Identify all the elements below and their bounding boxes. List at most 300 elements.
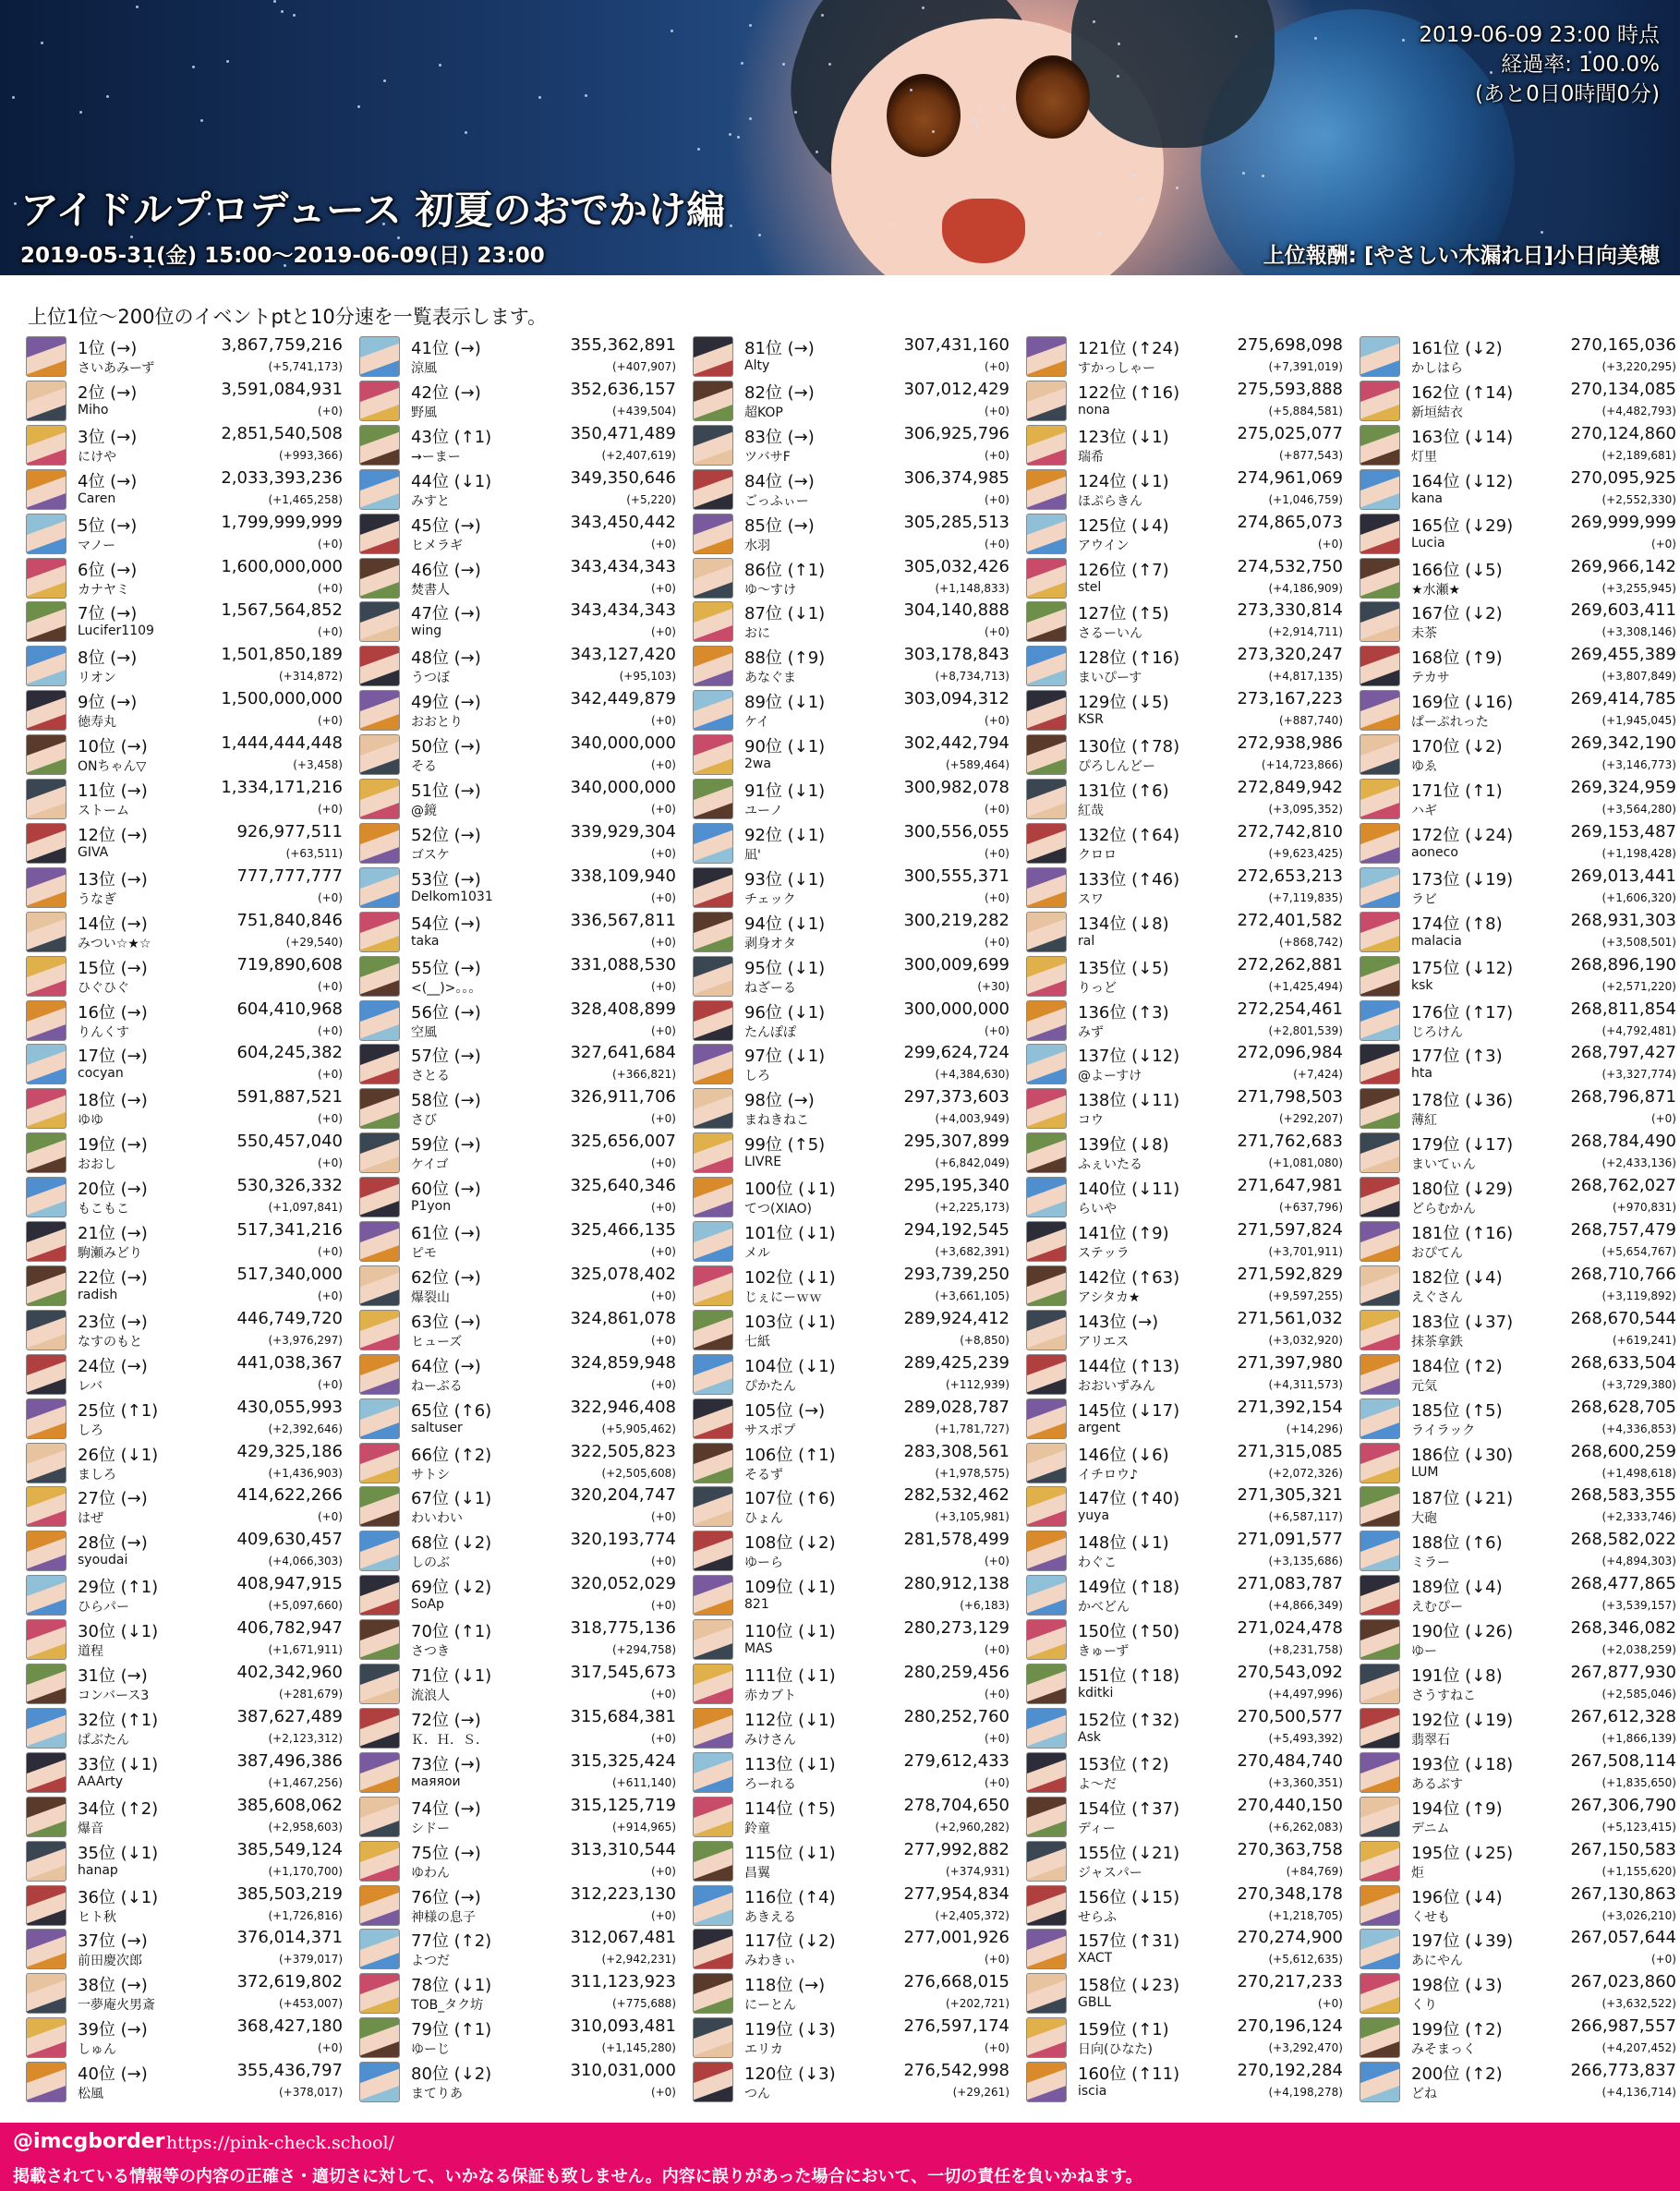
- ten-minute-speed: (+0): [1650, 1112, 1676, 1126]
- idol-avatar-icon: [359, 381, 400, 421]
- event-points: 322,946,408: [570, 1397, 676, 1417]
- ranking-row: [359, 1042, 676, 1086]
- ten-minute-speed: (+0): [317, 1156, 343, 1170]
- ten-minute-speed: (+3,135,686): [1268, 1555, 1343, 1568]
- ten-minute-speed: (+4,384,630): [935, 1068, 1009, 1082]
- ranking-row: [693, 1484, 1009, 1529]
- rank-label: 156位 (↓15): [1078, 1887, 1180, 1907]
- rank-label: 37位 (→): [78, 1931, 148, 1952]
- ten-minute-speed: (+2,960,282): [935, 1820, 1009, 1834]
- producer-name: ひらパー: [78, 1600, 129, 1616]
- idol-avatar-icon: [26, 1265, 66, 1306]
- event-points: 376,014,371: [236, 1928, 343, 1948]
- rank-label: 183位 (↓37): [1411, 1312, 1514, 1332]
- idol-avatar-icon: [359, 1797, 400, 1837]
- ten-minute-speed: (+3,146,773): [1601, 758, 1676, 772]
- ten-minute-speed: (+4,003,949): [935, 1112, 1009, 1126]
- event-points: 289,924,412: [903, 1308, 1009, 1328]
- producer-name: あきえる: [744, 1909, 796, 1925]
- ten-minute-speed: (+29,261): [952, 2086, 1009, 2100]
- event-points: 338,109,940: [570, 866, 676, 886]
- event-points: 270,192,284: [1237, 2061, 1343, 2081]
- event-points: 277,001,926: [903, 1928, 1009, 1948]
- rank-label: 133位 (↑46): [1078, 869, 1180, 890]
- idol-avatar-icon: [693, 1797, 733, 1837]
- ten-minute-speed: (+0): [984, 1775, 1009, 1789]
- ten-minute-speed: (+0): [650, 1377, 676, 1391]
- ten-minute-speed: (+29,540): [285, 935, 343, 949]
- event-points: 289,425,239: [903, 1352, 1009, 1373]
- event-points: 305,032,426: [903, 556, 1009, 576]
- producer-name: @鏡: [411, 804, 437, 818]
- idol-avatar-icon: [1360, 425, 1400, 466]
- rank-label: 170位 (↓2): [1411, 737, 1503, 757]
- producer-name: さび: [411, 1113, 437, 1129]
- idol-avatar-icon: [359, 2062, 400, 2102]
- event-points: 271,592,829: [1237, 1264, 1343, 1284]
- event-points: 295,307,899: [903, 1132, 1009, 1152]
- idol-avatar-icon: [693, 779, 733, 819]
- rank-label: 59位 (→): [411, 1135, 481, 1156]
- idol-avatar-icon: [26, 2017, 66, 2058]
- ten-minute-speed: (+0): [984, 714, 1009, 728]
- rank-label: 169位 (↓16): [1411, 693, 1514, 713]
- rank-label: 120位 (↓3): [744, 2064, 836, 2085]
- rank-label: 161位 (↓2): [1411, 339, 1503, 358]
- event-points: 1,600,000,000: [221, 556, 343, 576]
- idol-avatar-icon: [359, 734, 400, 775]
- rank-label: 91位 (↓1): [744, 781, 826, 801]
- ranking-row: [1026, 1971, 1343, 2015]
- ten-minute-speed: (+2,585,046): [1601, 1688, 1676, 1701]
- producer-name: すかっしゃー: [1078, 361, 1155, 376]
- event-points: 409,630,457: [236, 1530, 343, 1550]
- idol-avatar-icon: [693, 1132, 733, 1173]
- ranking-row: [26, 1927, 343, 1971]
- event-points: 1,799,999,999: [221, 512, 343, 532]
- ranking-row: [1360, 1927, 1676, 1971]
- producer-name: アシタカ★: [1078, 1289, 1141, 1305]
- producer-name: TOB_タク坊: [411, 1998, 484, 2014]
- producer-name: しろ: [744, 1069, 770, 1084]
- ten-minute-speed: (+3,327,774): [1601, 1068, 1676, 1082]
- idol-avatar-icon: [693, 823, 733, 864]
- idol-avatar-icon: [26, 514, 66, 554]
- event-points: 306,925,796: [903, 423, 1009, 443]
- producer-name: 2wa: [744, 757, 771, 772]
- producer-name: маяяои: [411, 1773, 461, 1789]
- rank-label: 6位 (→): [78, 560, 138, 580]
- event-points: 270,196,124: [1237, 2016, 1343, 2037]
- ten-minute-speed: (+2,433,136): [1601, 1156, 1676, 1170]
- ranking-row: [1360, 732, 1676, 777]
- idol-avatar-icon: [693, 469, 733, 510]
- producer-name: 薄紅: [1411, 1113, 1437, 1129]
- producer-name: ミラー: [1411, 1555, 1450, 1571]
- ranking-row: [1360, 1175, 1676, 1219]
- idol-avatar-icon: [26, 469, 66, 510]
- twitter-handle[interactable]: @imcgborder: [13, 2130, 165, 2153]
- producer-name: そる: [411, 759, 437, 775]
- rank-label: 32位 (↑1): [78, 1710, 159, 1730]
- rank-label: 24位 (→): [78, 1356, 148, 1376]
- event-points: 270,095,925: [1570, 467, 1676, 488]
- producer-name: スワ: [1078, 891, 1104, 907]
- ten-minute-speed: (+0): [317, 1023, 343, 1037]
- event-points: 267,306,790: [1570, 1795, 1676, 1815]
- rank-label: 88位 (↑9): [744, 648, 826, 669]
- star-dot: [136, 6, 139, 8]
- ranking-row: [26, 1264, 343, 1308]
- producer-name: さとる: [411, 1069, 450, 1084]
- ranking-row: [26, 1883, 343, 1928]
- star-dot: [758, 234, 761, 236]
- rank-label: 146位 (↓6): [1078, 1445, 1169, 1465]
- rank-label: 21位 (→): [78, 1224, 148, 1243]
- rank-label: 151位 (↑18): [1078, 1666, 1180, 1686]
- ten-minute-speed: (+1,155,620): [1601, 1864, 1676, 1878]
- ten-minute-speed: (+6,262,083): [1268, 1820, 1343, 1834]
- ten-minute-speed: (+0): [317, 581, 343, 595]
- ranking-row: [1026, 599, 1343, 644]
- ranking-row: [359, 1795, 676, 1839]
- event-points: 325,640,346: [570, 1176, 676, 1196]
- producer-name: →ーまー: [411, 449, 461, 465]
- rank-label: 53位 (→): [411, 869, 481, 890]
- idol-avatar-icon: [1360, 1132, 1400, 1173]
- producer-name: わいわい: [411, 1511, 463, 1527]
- ten-minute-speed: (+379,017): [278, 1953, 343, 1967]
- ranking-row: [1360, 1264, 1676, 1308]
- event-points: 272,849,942: [1237, 778, 1343, 797]
- ten-minute-speed: (+0): [984, 448, 1009, 462]
- ten-minute-speed: (+0): [317, 1510, 343, 1524]
- rank-label: 179位 (↓17): [1411, 1135, 1514, 1156]
- ranking-row: [1026, 1308, 1343, 1352]
- ten-minute-speed: (+0): [650, 714, 676, 728]
- event-points: 266,773,837: [1570, 2061, 1676, 2081]
- rank-label: 106位 (↑1): [744, 1445, 836, 1465]
- ten-minute-speed: (+3,360,351): [1268, 1775, 1343, 1789]
- idol-avatar-icon: [693, 2017, 733, 2058]
- ranking-row: [693, 467, 1009, 512]
- rank-label: 61位 (→): [411, 1224, 481, 1243]
- idol-avatar-icon: [359, 1619, 400, 1660]
- rank-label: 130位 (↑78): [1078, 737, 1180, 757]
- rank-label: 46位 (→): [411, 560, 481, 580]
- event-points: 315,325,424: [570, 1750, 676, 1771]
- event-points: 280,259,456: [903, 1663, 1009, 1682]
- producer-name: うなぎ: [78, 891, 116, 907]
- event-period: 2019-05-31(金) 15:00～2019-06-09(日) 23:00: [20, 244, 545, 268]
- event-points: 268,477,865: [1570, 1574, 1676, 1594]
- ranking-row: [26, 1441, 343, 1485]
- producer-name: かしはら: [1411, 361, 1463, 376]
- ten-minute-speed: (+1,097,841): [268, 1201, 343, 1215]
- event-points: 305,285,513: [903, 512, 1009, 532]
- ranking-row: [359, 1971, 676, 2015]
- event-points: 387,496,386: [236, 1750, 343, 1771]
- producer-name: レバ: [78, 1378, 103, 1394]
- idol-avatar-icon: [1026, 1000, 1067, 1041]
- ten-minute-speed: (+7,424): [1293, 1068, 1343, 1082]
- event-points: 303,094,312: [903, 689, 1009, 709]
- rank-label: 174位 (↑8): [1411, 914, 1503, 934]
- ranking-row: [693, 1086, 1009, 1131]
- ten-minute-speed: (+0): [317, 404, 343, 418]
- producer-name: 剥身オタ: [744, 936, 796, 951]
- event-points: 268,757,479: [1570, 1220, 1676, 1240]
- producer-name: ごっふぃー: [744, 493, 809, 509]
- ranking-row: [693, 1617, 1009, 1662]
- ranking-row: [693, 777, 1009, 821]
- event-points: 350,471,489: [570, 423, 676, 443]
- event-points: 274,961,069: [1237, 467, 1343, 488]
- ten-minute-speed: (+1,218,705): [1268, 1908, 1343, 1922]
- producer-name: くせも: [1411, 1909, 1450, 1925]
- rank-label: 195位 (↓25): [1411, 1843, 1514, 1863]
- rank-label: 129位 (↓5): [1078, 693, 1169, 713]
- ten-minute-speed: (+5,123,415): [1601, 1820, 1676, 1834]
- ranking-row: [26, 777, 343, 821]
- producer-name: Lucifer1109: [78, 623, 154, 639]
- producer-name: 凪': [744, 847, 761, 863]
- ranking-row: [1360, 512, 1676, 556]
- ranking-row: [26, 1484, 343, 1529]
- idol-avatar-icon: [26, 1531, 66, 1571]
- producer-name: りんくす: [78, 1024, 129, 1040]
- star-dot: [671, 30, 673, 32]
- producer-name: まいぴーす: [1078, 671, 1142, 686]
- idol-avatar-icon: [693, 336, 733, 377]
- star-dot: [1118, 42, 1120, 45]
- event-points: 326,911,706: [570, 1087, 676, 1108]
- ranking-row: [1026, 379, 1343, 423]
- idol-avatar-icon: [1360, 823, 1400, 864]
- rank-label: 87位 (↓1): [744, 604, 826, 624]
- rank-label: 154位 (↑37): [1078, 1798, 1180, 1819]
- event-points: 271,024,478: [1237, 1618, 1343, 1639]
- producer-name: ライラック: [1411, 1422, 1476, 1438]
- ranking-row: [1360, 1086, 1676, 1131]
- event-points: 272,938,986: [1237, 733, 1343, 754]
- ranking-row: [26, 423, 343, 467]
- idol-avatar-icon: [1026, 912, 1067, 952]
- rank-label: 172位 (↓24): [1411, 825, 1514, 845]
- event-points: 414,622,266: [236, 1485, 343, 1506]
- producer-name: Lucia: [1411, 535, 1445, 551]
- ten-minute-speed: (+0): [317, 714, 343, 728]
- producer-name: ましろ: [78, 1467, 116, 1483]
- idol-avatar-icon: [1360, 1000, 1400, 1041]
- ranking-row: [359, 556, 676, 600]
- idol-avatar-icon: [1026, 514, 1067, 554]
- idol-avatar-icon: [359, 1841, 400, 1882]
- producer-name: みそまっく: [1411, 2042, 1476, 2058]
- rank-label: 10位 (→): [78, 737, 148, 757]
- producer-name: シドー: [411, 1821, 450, 1836]
- idol-avatar-icon: [1360, 690, 1400, 731]
- ten-minute-speed: (+0): [984, 890, 1009, 904]
- ten-minute-speed: (+0): [317, 537, 343, 551]
- ranking-row: [1360, 1573, 1676, 1617]
- rank-label: 113位 (↓1): [744, 1754, 836, 1774]
- idol-avatar-icon: [26, 558, 66, 599]
- idol-avatar-icon: [1360, 1708, 1400, 1749]
- idol-avatar-icon: [26, 1177, 66, 1217]
- ranking-row: [1360, 1617, 1676, 1662]
- idol-avatar-icon: [1360, 1531, 1400, 1571]
- event-points: 385,608,062: [236, 1795, 343, 1815]
- ranking-row: [1360, 1662, 1676, 1706]
- ten-minute-speed: (+1,671,911): [268, 1643, 343, 1657]
- star-dot: [106, 95, 109, 98]
- ranking-row: [26, 599, 343, 644]
- ten-minute-speed: (+366,821): [611, 1068, 676, 1082]
- idol-avatar-icon: [359, 1443, 400, 1483]
- idol-avatar-icon: [1026, 1265, 1067, 1306]
- idol-avatar-icon: [1026, 1221, 1067, 1262]
- event-points: 604,245,382: [236, 1043, 343, 1063]
- ranking-row: [1360, 1484, 1676, 1529]
- ten-minute-speed: (+775,688): [611, 1997, 676, 2011]
- rank-label: 57位 (→): [411, 1047, 481, 1067]
- ten-minute-speed: (+3,220,295): [1601, 360, 1676, 373]
- event-points: 300,000,000: [903, 999, 1009, 1019]
- rank-label: 97位 (↓1): [744, 1047, 826, 1067]
- producer-name: あなぐま: [744, 671, 796, 686]
- producer-name: 821: [744, 1597, 769, 1613]
- producer-name: ジャスパー: [1078, 1865, 1142, 1881]
- rank-label: 39位 (→): [78, 2020, 148, 2040]
- ranking-row: [26, 866, 343, 910]
- idol-avatar-icon: [693, 1575, 733, 1616]
- rank-label: 126位 (↑7): [1078, 560, 1169, 580]
- producer-name: ステッラ: [1078, 1246, 1130, 1261]
- rank-label: 194位 (↑9): [1411, 1798, 1503, 1819]
- ten-minute-speed: (+281,679): [278, 1688, 343, 1701]
- ranking-row: [693, 910, 1009, 954]
- event-points: 325,466,135: [570, 1220, 676, 1240]
- ranking-row: [693, 2060, 1009, 2104]
- event-title: アイドルプロデュース 初夏のおでかけ編: [20, 188, 726, 233]
- ten-minute-speed: (+5,612,635): [1268, 1953, 1343, 1967]
- idol-avatar-icon: [1026, 1797, 1067, 1837]
- ranking-row: [1026, 644, 1343, 688]
- idol-avatar-icon: [1026, 381, 1067, 421]
- idol-avatar-icon: [359, 1354, 400, 1395]
- star-dot: [585, 94, 587, 97]
- rank-label: 176位 (↑17): [1411, 1002, 1514, 1023]
- producer-name: ふぇいたる: [1078, 1157, 1142, 1173]
- event-points: 429,325,186: [236, 1441, 343, 1461]
- rank-label: 73位 (→): [411, 1754, 481, 1774]
- top-reward: 上位報酬: [やさしい木漏れ日]小日向美穂: [1263, 244, 1660, 268]
- idol-avatar-icon: [1026, 558, 1067, 599]
- ranking-row: [693, 1175, 1009, 1219]
- event-points: 272,653,213: [1237, 866, 1343, 886]
- ranking-list: [26, 334, 1679, 2108]
- rank-label: 122位 (↑16): [1078, 382, 1180, 403]
- ten-minute-speed: (+3,026,210): [1601, 1908, 1676, 1922]
- ranking-row: [359, 1219, 676, 1264]
- idol-avatar-icon: [26, 1310, 66, 1350]
- ranking-row: [359, 1441, 676, 1485]
- ten-minute-speed: (+8,850): [960, 1333, 1009, 1347]
- rank-label: 190位 (↓26): [1411, 1622, 1514, 1642]
- star-dot: [538, 96, 541, 99]
- ranking-row: [1360, 910, 1676, 954]
- rank-label: 52位 (→): [411, 825, 481, 845]
- event-points: 273,330,814: [1237, 600, 1343, 621]
- event-points: 310,093,481: [570, 2016, 676, 2037]
- idol-avatar-icon: [26, 1708, 66, 1749]
- event-points: 281,578,499: [903, 1530, 1009, 1550]
- ranking-row: [693, 688, 1009, 732]
- producer-name: ろーれる: [744, 1776, 796, 1792]
- producer-name: ゆわん: [411, 1865, 450, 1881]
- rank-label: 80位 (↓2): [411, 2064, 492, 2085]
- producer-name: たんぽぽ: [744, 1024, 796, 1040]
- ten-minute-speed: (+3,807,849): [1601, 670, 1676, 684]
- idol-avatar-icon: [1360, 1575, 1400, 1616]
- site-link[interactable]: https://pink-check.school/: [166, 2133, 394, 2153]
- character-mouth: [942, 199, 1025, 263]
- event-points: 269,455,389: [1570, 645, 1676, 665]
- rank-label: 45位 (→): [411, 515, 481, 536]
- idol-avatar-icon: [693, 1265, 733, 1306]
- ranking-row: [26, 910, 343, 954]
- idol-avatar-icon: [26, 1221, 66, 1262]
- producer-name: ほぷらきん: [1078, 493, 1142, 509]
- event-points: 339,929,304: [570, 821, 676, 841]
- event-points: 343,434,343: [570, 556, 676, 576]
- rank-label: 149位 (↑18): [1078, 1578, 1180, 1598]
- rank-label: 23位 (→): [78, 1312, 148, 1332]
- idol-avatar-icon: [1360, 1044, 1400, 1084]
- idol-avatar-icon: [693, 1973, 733, 2014]
- producer-name: えむぴー: [1411, 1600, 1463, 1616]
- rank-label: 136位 (↑3): [1078, 1002, 1169, 1023]
- ten-minute-speed: (+0): [650, 1156, 676, 1170]
- event-points: 591,887,521: [236, 1087, 343, 1108]
- ranking-row: [359, 688, 676, 732]
- event-points: 267,877,930: [1570, 1663, 1676, 1682]
- idol-avatar-icon: [693, 1044, 733, 1084]
- producer-name: つん: [744, 2087, 770, 2102]
- producer-name: ゆゑ: [1411, 759, 1437, 775]
- rank-label: 8位 (→): [78, 648, 138, 669]
- event-points: 280,912,138: [903, 1574, 1009, 1594]
- ten-minute-speed: (+1,467,256): [268, 1775, 343, 1789]
- rank-label: 33位 (↓1): [78, 1754, 159, 1774]
- ten-minute-speed: (+2,225,173): [935, 1201, 1009, 1215]
- event-points: 406,782,947: [236, 1618, 343, 1639]
- event-points: 3,591,084,931: [221, 379, 343, 399]
- ranking-row: [1026, 1352, 1343, 1397]
- rank-label: 143位 (→): [1078, 1312, 1159, 1332]
- ranking-row: [693, 2015, 1009, 2060]
- idol-avatar-icon: [1026, 1841, 1067, 1882]
- event-points: 300,982,078: [903, 778, 1009, 797]
- producer-name: エリカ: [744, 2042, 783, 2058]
- idol-avatar-icon: [26, 779, 66, 819]
- event-points: 271,647,981: [1237, 1176, 1343, 1196]
- idol-avatar-icon: [693, 734, 733, 775]
- event-points: 289,028,787: [903, 1397, 1009, 1417]
- ranking-row: [26, 334, 343, 379]
- ranking-row: [26, 1750, 343, 1795]
